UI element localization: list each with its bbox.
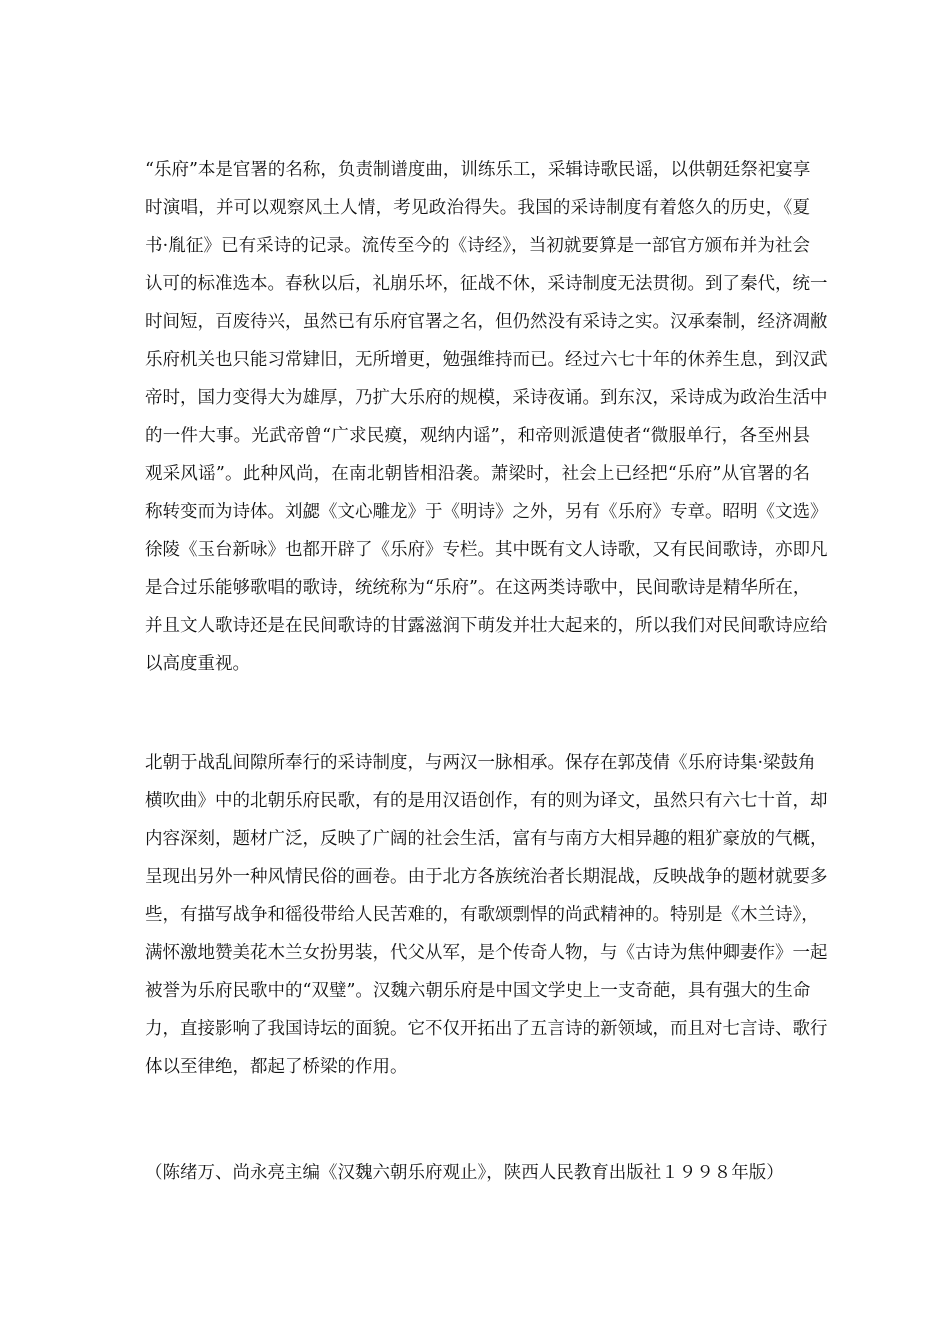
text-line: 被誉为乐府民歌中的“双璧”。汉魏六朝乐府是中国文学史上一支奇葩，具有强大的生命 xyxy=(145,981,811,1001)
text-line: 书·胤征》已有采诗的记录。流传至今的《诗经》，当初就要算是一部官方颁布并为社会 xyxy=(145,236,810,256)
text-line: 乐府机关也只能习常肄旧，无所增更，勉强维持而已。经过六七十年的休养生息，到汉武 xyxy=(145,350,828,370)
source-citation: （陈绪万、尚永亮主编《汉魏六朝乐府观止》，陕西人民教育出版社１９９８年版） xyxy=(145,1163,784,1183)
text-line: 满怀激地赞美花木兰女扮男装，代父从军，是个传奇人物，与《古诗为焦仲卿妻作》一起 xyxy=(145,943,828,963)
text-line: 些，有描写战争和徭役带给人民苦难的，有歌颂剽悍的尚武精神的。特别是《木兰诗》， xyxy=(145,905,819,925)
text-line: “乐府”本是官署的名称，负责制谱度曲，训练乐工，采辑诗歌民谣，以供朝廷祭祀宴享 xyxy=(145,160,811,180)
text-line: 观采风谣”。此种风尚，在南北朝皆相沿袭。萧梁时，社会上已经把“乐府”从官署的名 xyxy=(145,464,810,484)
text-line: 呈现出另外一种风情民俗的画卷。由于北方各族统治者长期混战，反映战争的题材就要多 xyxy=(145,867,828,887)
text-line: 并且文人歌诗还是在民间歌诗的甘露滋润下萌发并壮大起来的，所以我们对民间歌诗应给 xyxy=(145,616,828,636)
text-line: 横吹曲》中的北朝乐府民歌，有的是用汉语创作，有的则为译文，虽然只有六七十首，却 xyxy=(145,791,828,811)
text-line: 时演唱，并可以观察风土人情，考见政治得失。我国的采诗制度有着悠久的历史，《夏 xyxy=(145,198,810,218)
text-line: 是合过乐能够歌唱的歌诗，统统称为“乐府”。在这两类诗歌中，民间歌诗是精华所在， xyxy=(145,578,811,598)
paragraph-northern-dynasties xyxy=(145,744,828,1086)
text-line: 体以至律绝，都起了桥梁的作用。 xyxy=(145,1057,408,1077)
text-line: 内容深刻，题材广泛，反映了广阔的社会生活，富有与南方大相异趣的粗犷豪放的气概， xyxy=(145,829,828,849)
paragraph-yuefu-origin xyxy=(145,151,828,683)
text-line: 徐陵《玉台新咏》也都开辟了《乐府》专栏。其中既有文人诗歌，又有民间歌诗，亦即凡 xyxy=(145,540,828,560)
text-line: 北朝于战乱间隙所奉行的采诗制度，与两汉一脉相承。保存在郭茂倩《乐府诗集·梁鼓角 xyxy=(145,753,816,773)
text-line: 的一件大事。光武帝曾“广求民瘼，观纳内谣”，和帝则派遣使者“微服单行，各至州县 xyxy=(145,426,810,446)
text-line: 帝时，国力变得大为雄厚，乃扩大乐府的规模，采诗夜诵。到东汉，采诗成为政治生活中 xyxy=(145,388,828,408)
text-line: 认可的标准选本。春秋以后，礼崩乐坏，征战不休，采诗制度无法贯彻。到了秦代，统一 xyxy=(145,274,828,294)
text-line: 称转变而为诗体。刘勰《文心雕龙》于《明诗》之外，另有《乐府》专章。昭明《文选》 xyxy=(145,502,828,522)
text-line: 时间短，百废待兴，虽然已有乐府官署之名，但仍然没有采诗之实。汉承秦制，经济凋敝 xyxy=(145,312,828,332)
text-line: 以高度重视。 xyxy=(145,654,250,674)
text-line: 力，直接影响了我国诗坛的面貌。它不仅开拓出了五言诗的新领域，而且对七言诗、歌行 xyxy=(145,1019,828,1039)
